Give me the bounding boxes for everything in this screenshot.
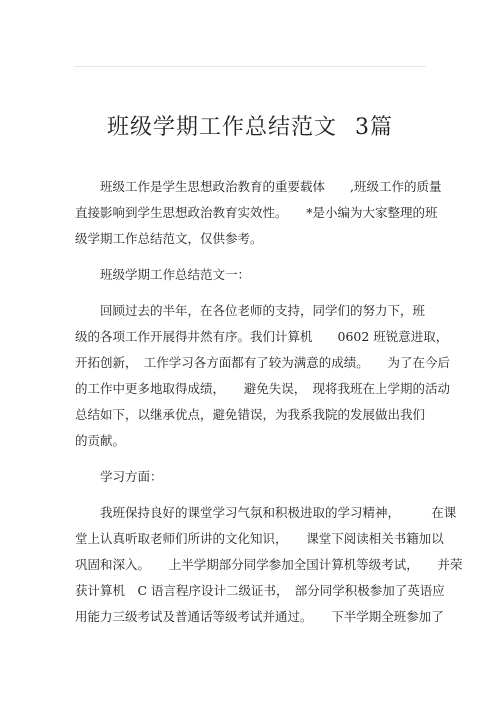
title-text: 班级学期工作总结范文 — [106, 115, 337, 140]
study-line-3: 巩固和深入。 上半学期部分同学参加全国计算机等级考试， 并荣 — [75, 557, 463, 572]
section-heading-text: 班级学期工作总结范文一： — [100, 267, 251, 282]
title-count: 3篇 — [355, 115, 393, 140]
subheading — [75, 464, 427, 490]
body-line-5: 总结如下，以继承优点，避免错误，为我系我院的发展做出我们 — [75, 407, 426, 422]
subheading-text: 学习方面： — [100, 469, 163, 484]
section-heading — [75, 262, 427, 288]
body-line-3: 开拓创新， 工作学习各方面都有了较为满意的成绩。 为了在今后 — [75, 355, 451, 370]
study-line-2: 堂上认真听取老师们所讲的文化知识， 课堂下阅读相关书籍加以 — [75, 531, 444, 546]
body-line-1: 回顾过去的半年，在各位老师的支持，同学们的努力下，班 — [100, 303, 426, 318]
document-title — [0, 110, 500, 141]
study-paragraph — [75, 500, 463, 630]
body-line-2: 级的各项工作开展得井然有序。我们计算机 0602 班锐意进取， — [75, 329, 449, 344]
body-line-6: 的贡献。 — [75, 433, 126, 448]
body-line-4: 的工作中更多地取得成绩， 避免失误， 现将我班在上学期的活动 — [75, 381, 451, 396]
intro-line-2: 直接影响到学生思想政治教育实效性。 *是小编为大家整理的班 — [75, 205, 438, 220]
intro-line-3: 级学期工作总结范文，仅供参考。 — [75, 231, 263, 246]
body-paragraph — [75, 298, 451, 454]
intro-line-1: 班级工作是学生思想政治教育的重要载体 ,班级工作的质量 — [100, 179, 442, 194]
study-line-1: 我班保持良好的课堂学习气氛和积极进取的学习精神， 在课 — [100, 505, 457, 520]
intro-paragraph — [75, 174, 442, 252]
study-line-4: 获计算机 C 语言程序设计二级证书， 部分同学积极参加了英语应 — [75, 583, 445, 598]
study-line-5: 用能力三级考试及普通话等级考试并通过。 下半学期全班参加了 — [75, 609, 444, 624]
